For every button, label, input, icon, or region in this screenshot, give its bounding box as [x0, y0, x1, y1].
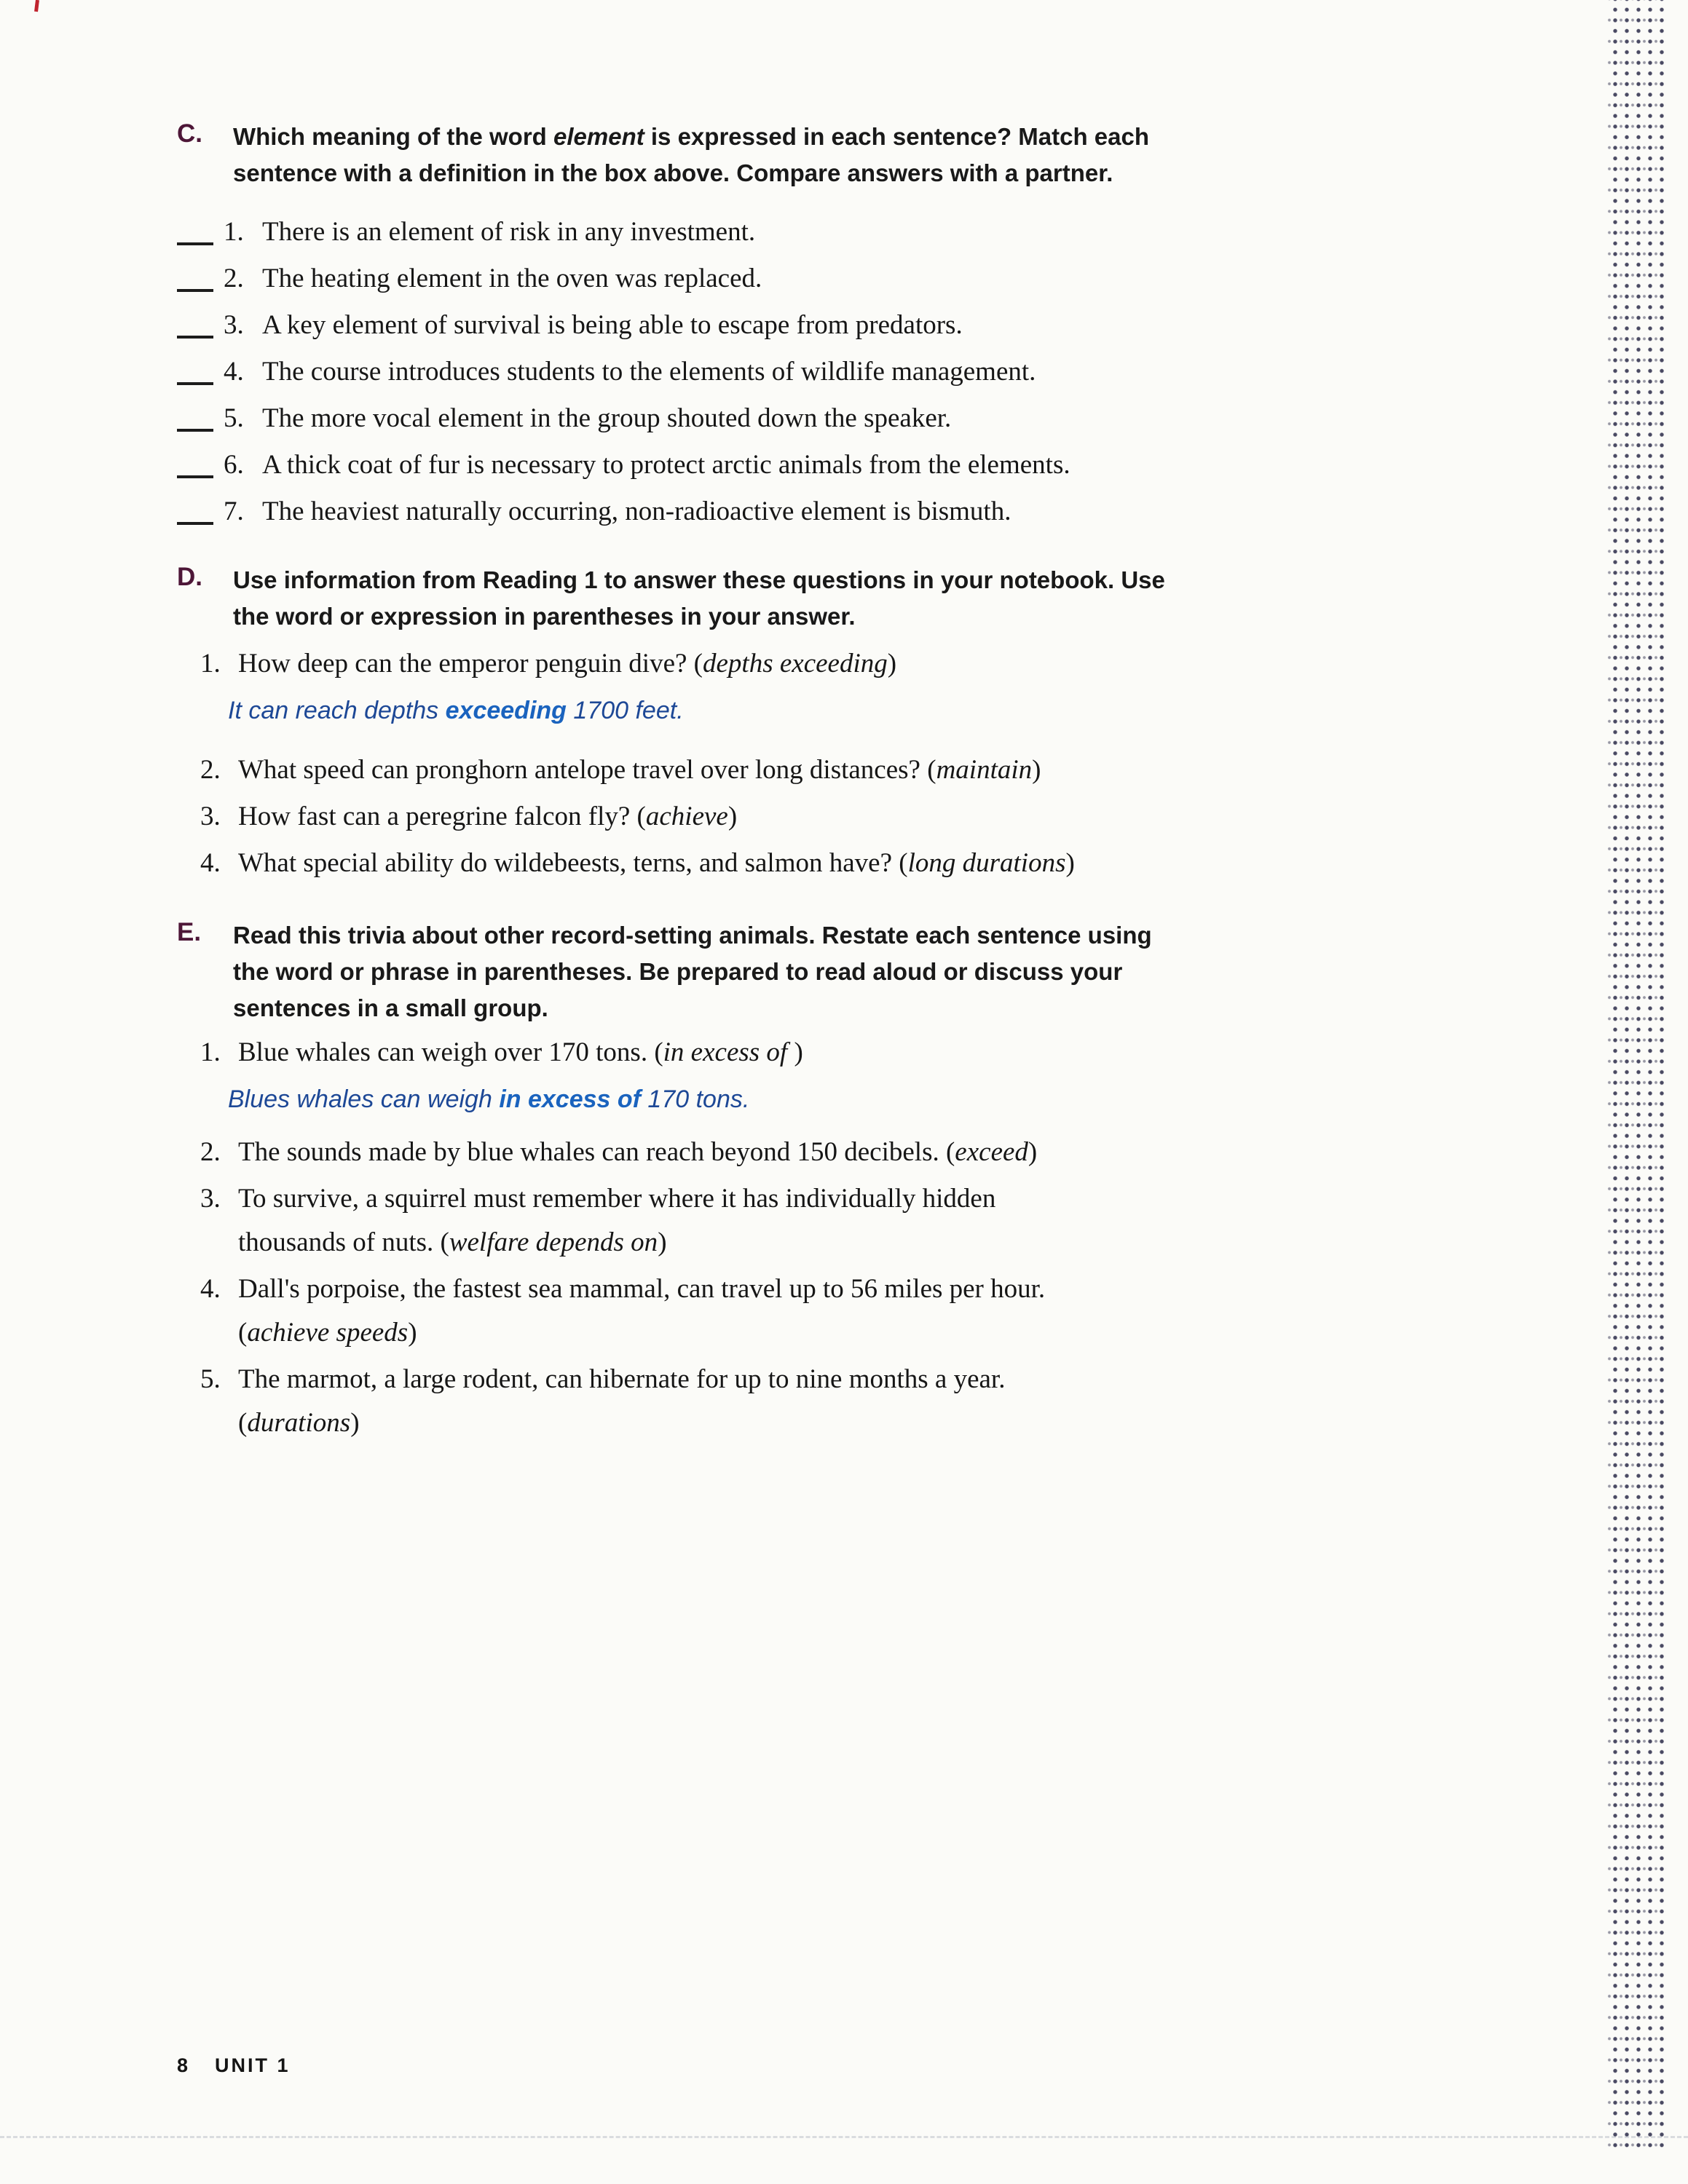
item-text-segment: The course introduces students to the elements of wildlife management. [262, 357, 1036, 387]
instruction-text: element [553, 123, 644, 150]
item-text-segment: in excess of [663, 1037, 788, 1067]
item-text-segment: There is an element of risk in any investment. [262, 217, 756, 247]
item-text-segment: achieve speeds [247, 1318, 409, 1348]
item-number: 7. [224, 496, 244, 526]
item-text-segment: What speed can pronghorn antelope travel over long distances? ( [238, 755, 936, 785]
item-number: 2. [200, 1137, 221, 1167]
item-text-segment: The sounds made by blue whales can reach beyond 150 decibels. ( [238, 1137, 955, 1167]
exercise-item [200, 1267, 1688, 1355]
item-text-segment: Dall's porpoise, the fastest sea mammal, can travel up to 56 miles per hour. [238, 1274, 1046, 1304]
exercise-item [177, 490, 1688, 534]
item-text-segment: The heating element in the oven was replaced. [262, 264, 762, 293]
instruction-line [233, 562, 1391, 598]
item-text-segment: What special ability do wildebeests, terns, and salmon have? ( [238, 848, 908, 878]
item-text [238, 1177, 995, 1265]
exercise-item [200, 642, 1688, 686]
exercise-item [200, 1358, 1688, 1445]
item-text-segment: welfare depends on [449, 1227, 658, 1257]
item-text [262, 210, 755, 254]
item-number: 3. [200, 802, 221, 831]
item-text-segment: ) [658, 1227, 667, 1257]
item-text-segment: durations [247, 1408, 351, 1438]
item-text-segment: depths exceeding [703, 649, 888, 678]
item-text [262, 257, 762, 301]
item-text [238, 748, 1041, 792]
item-text [238, 1031, 803, 1075]
page-footer [177, 2054, 291, 2077]
item-number: 1. [200, 649, 221, 678]
item-text-segment: ) [887, 649, 897, 678]
exercise-item [177, 397, 1688, 440]
instruction-line [233, 917, 1391, 954]
instruction-line [233, 119, 1391, 155]
item-number: 3. [200, 1184, 221, 1214]
instruction-text: is expressed in each sentence? Match each [644, 123, 1150, 150]
section-letter: C. [177, 119, 202, 148]
item-text-segment: ) [787, 1037, 803, 1067]
exercise-item [177, 350, 1688, 394]
answer-blank [177, 446, 213, 478]
instruction-text: Use information from Reading 1 to answer these questions in your notebook. Use [233, 566, 1165, 593]
answer-blank [177, 353, 213, 385]
handwritten-answer [228, 1077, 1320, 1121]
item-text-segment: ) [1032, 755, 1041, 785]
item-text [262, 443, 1070, 487]
item-text [238, 1131, 1037, 1174]
item-text [238, 1267, 1045, 1355]
section-instructions [233, 917, 1391, 1026]
exercise-item [200, 795, 1688, 839]
item-text-segment: long durations [907, 848, 1066, 878]
exercise-section-c [0, 119, 1688, 537]
item-number: 6. [224, 450, 244, 480]
item-text [262, 397, 951, 440]
item-number: 5. [200, 1364, 221, 1394]
instruction-text: the word or phrase in parentheses. Be prepared to read aloud or discuss your [233, 958, 1123, 985]
answer-segment: It can reach depths [228, 697, 446, 724]
item-text-segment: exceed [955, 1137, 1028, 1167]
item-text [238, 795, 737, 839]
scan-edge [0, 2136, 1688, 2138]
item-text-segment: Blue whales can weigh over 170 tons. ( [238, 1037, 663, 1067]
unit-label: UNIT 1 [215, 2054, 291, 2076]
item-text [238, 1358, 1005, 1445]
section-instructions [233, 119, 1391, 191]
exercise-item [200, 1031, 1688, 1075]
item-text [238, 642, 896, 686]
instruction-line [233, 990, 1391, 1026]
item-text-segment: The more vocal element in the group shouted down the speaker. [262, 403, 952, 433]
exercise-item [200, 1131, 1688, 1174]
item-text [262, 490, 1011, 534]
item-text-segment: achieve [645, 802, 728, 831]
item-number: 3. [224, 310, 244, 340]
answer-segment: 170 tons. [640, 1085, 750, 1113]
item-text-segment: How fast can a peregrine falcon fly? ( [238, 802, 646, 831]
item-text-segment: maintain [936, 755, 1033, 785]
item-text-segment: A key element of survival is being able to escape from predators. [262, 310, 963, 340]
answer-blank [177, 306, 213, 339]
item-text-segment: ) [350, 1408, 360, 1438]
item-text-segment: The heaviest naturally occurring, non-radioactive element is bismuth. [262, 496, 1011, 526]
answer-blank [177, 213, 213, 245]
exercise-item [200, 748, 1688, 792]
item-text [262, 350, 1036, 394]
answer-segment: 1700 feet. [566, 697, 684, 724]
exercise-item [177, 210, 1688, 254]
exercise-section-d [0, 562, 1688, 888]
exercise-section-e [0, 917, 1688, 1448]
item-text-segment: ) [1065, 848, 1075, 878]
item-text-segment: The marmot, a large rodent, can hibernate for up to nine months a year. [238, 1364, 1006, 1394]
handwritten-answer [228, 689, 1320, 732]
answer-segment: exceeding [445, 697, 567, 724]
exercise-item [200, 842, 1688, 885]
answer-blank [177, 493, 213, 525]
instruction-line [233, 598, 1391, 635]
item-text-segment: ) [727, 802, 738, 831]
item-number: 4. [224, 357, 244, 387]
item-text-segment: A thick coat of fur is necessary to protect arctic animals from the elements. [262, 450, 1070, 480]
item-text-segment: ( [238, 1408, 248, 1438]
item-text-segment: ( [238, 1318, 248, 1348]
section-instructions [233, 562, 1391, 635]
instruction-line [233, 954, 1391, 990]
section-letter: E. [177, 918, 202, 946]
answer-segment: Blues whales can weigh [228, 1085, 500, 1113]
answer-segment: in excess of [499, 1085, 641, 1113]
instruction-text: Read this trivia about other record-setting animals. Restate each sentence using [233, 922, 1152, 949]
item-text-segment: ) [1028, 1137, 1038, 1167]
page-number: 8 [177, 2054, 191, 2076]
exercise-item [177, 257, 1688, 301]
item-text-segment: ) [408, 1318, 417, 1348]
answer-blank [177, 400, 213, 432]
instruction-line [233, 155, 1391, 191]
item-text [238, 842, 1075, 885]
answer-blank [177, 260, 213, 292]
scan-mark [34, 0, 39, 12]
exercise-item [177, 443, 1688, 487]
instruction-text: Which meaning of the word [233, 123, 553, 150]
item-text [262, 304, 963, 347]
item-number: 2. [200, 755, 221, 785]
item-number: 4. [200, 1274, 221, 1304]
item-number: 5. [224, 403, 244, 433]
section-letter: D. [177, 563, 202, 591]
instruction-text: sentences in a small group. [233, 994, 548, 1021]
item-text-segment: thousands of nuts. ( [238, 1227, 449, 1257]
item-text-segment: To survive, a squirrel must remember where it has individually hidden [238, 1184, 996, 1214]
item-number: 1. [200, 1037, 221, 1067]
instruction-text: sentence with a definition in the box above. Compare answers with a partner. [233, 159, 1113, 186]
item-number: 1. [224, 217, 244, 247]
item-number: 2. [224, 264, 244, 293]
instruction-text: the word or expression in parentheses in your answer. [233, 603, 856, 630]
exercise-item [177, 304, 1688, 347]
item-number: 4. [200, 848, 221, 878]
exercise-item [200, 1177, 1688, 1265]
item-text-segment: How deep can the emperor penguin dive? ( [238, 649, 703, 678]
